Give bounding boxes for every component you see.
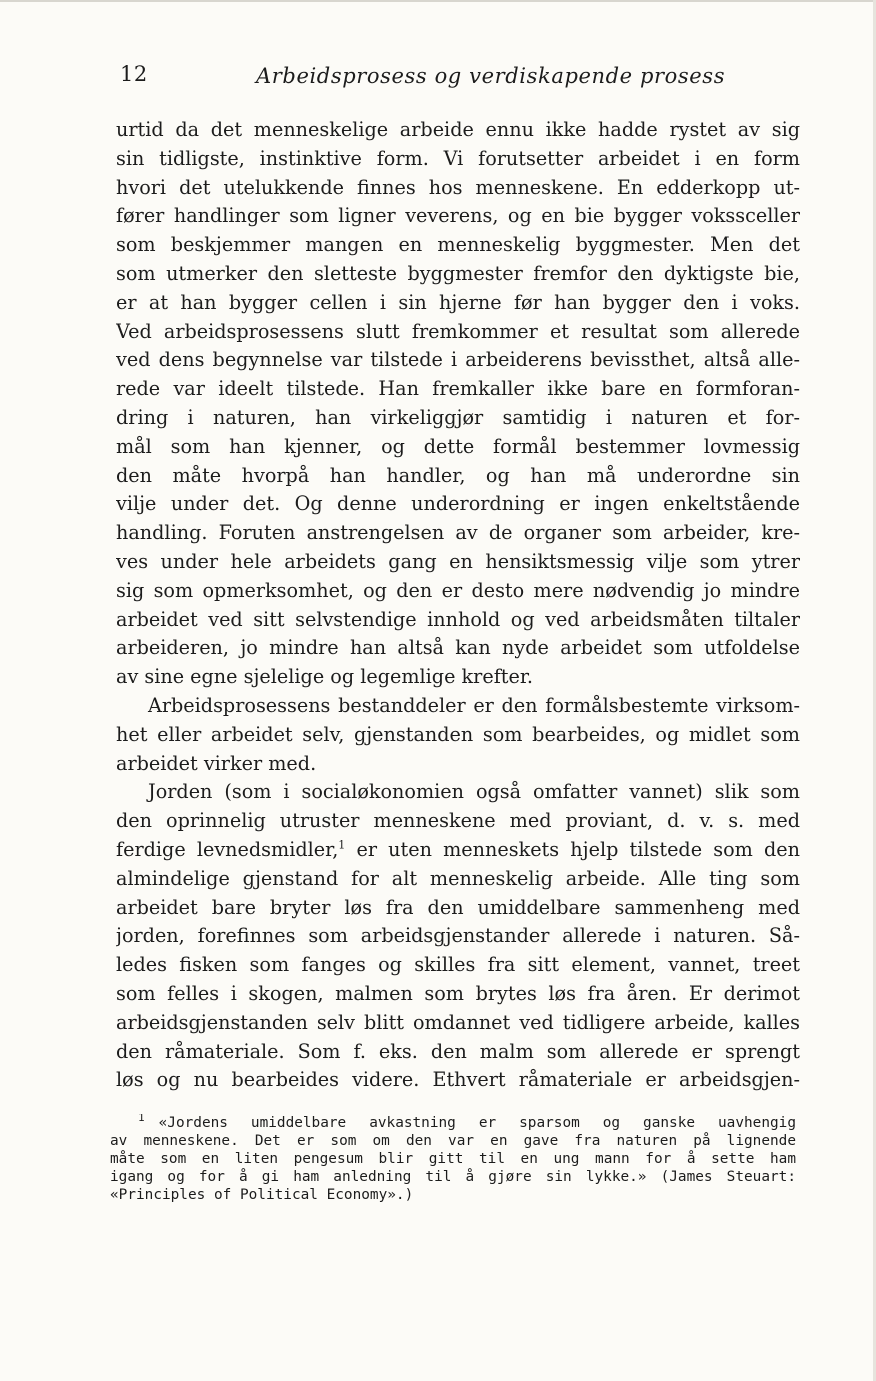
text-line: mål som han kjenner, og dette formål bestemmer lovmessig <box>116 434 800 458</box>
text-line: som felles i skogen, malmen som brytes løs fra åren. Er derimot <box>116 981 800 1005</box>
text-line: ves under hele arbeidets gang en hensiktsmessig vilje som ytrer <box>116 549 800 573</box>
text-line: den råmateriale. Som f. eks. den malm som allerede er sprengt <box>116 1039 800 1063</box>
footnote-line <box>110 1114 796 1132</box>
body-text <box>116 116 800 1095</box>
text-line: arbeideren, jo mindre han altså kan nyde arbeidet som utfoldelse <box>116 636 800 660</box>
text-line: som beskjemmer mangen en menneskelig byggmester. Men det <box>116 233 800 257</box>
text-line: rede var ideelt tilstede. Han fremkaller ikke bare en formforan- <box>116 377 800 401</box>
footnote-line: av menneskene. Det er som om den var en gave fra naturen på lignende <box>110 1133 796 1149</box>
text-line: er at han bygger cellen i sin hjerne før han bygger den i voks. <box>116 290 800 314</box>
text-line: ved dens begynnelse var tilstede i arbeiderens bevissthet, altså alle- <box>116 348 800 372</box>
text-fragment: er uten menneskets hjelp tilstede som den <box>345 837 800 861</box>
text-line: dring i naturen, han virkeliggjør samtidig i naturen et for- <box>116 405 800 429</box>
text-line: ledes fisken som fanges og skilles fra sitt element, vannet, treet <box>116 953 800 977</box>
running-title: Arbeidsprosess og verdiskapende prosess <box>256 64 726 88</box>
text-line: urtid da det menneskelige arbeide ennu ikke hadde rystet av sig <box>116 118 800 141</box>
page-top-edge <box>0 0 876 2</box>
text-line: het eller arbeidet selv, gjenstanden som bearbeides, og midlet som <box>116 722 800 746</box>
footnote-text: «Jordens umiddelbare avkastning er sparsom og ganske uavhengig <box>158 1115 796 1131</box>
text-line: arbeidet virker med. <box>116 751 317 775</box>
text-line: arbeidet ved sitt selvstendige innhold og ved arbeidsmåten tiltaler <box>116 607 800 631</box>
text-line: sig som opmerksomhet, og den er desto mere nødvendig jo mindre <box>116 578 800 602</box>
text-line: som utmerker den sletteste byggmester fremfor den dyktigste bie, <box>116 261 800 285</box>
footnote-reference: 1 <box>338 838 346 852</box>
text-line: den oprinnelig utruster menneskene med proviant, d. v. s. med <box>116 809 800 833</box>
text-line: løs og nu bearbeides videre. Ethvert råmateriale er arbeidsgjen- <box>116 1068 800 1092</box>
text-line: Arbeidsprosessens bestanddeler er den formålsbestemte virksom- <box>148 693 800 717</box>
page-number: 12 <box>120 62 148 86</box>
page-header <box>120 62 800 98</box>
text-line: arbeidet bare bryter løs fra den umiddelbare sammenheng med <box>116 895 800 919</box>
footnotes <box>110 1114 796 1204</box>
text-line: sin tidligste, instinktive form. Vi forutsetter arbeidet i en form <box>116 146 800 170</box>
text-line-with-footnote <box>116 836 800 865</box>
footnote-marker: 1 <box>138 1114 145 1125</box>
text-line: av sine egne sjelelige og legemlige krefter. <box>116 665 534 689</box>
text-line: Jorden (som i socialøkonomien også omfatter vannet) slik som <box>148 780 800 804</box>
text-line: almindelige gjenstand for alt menneskelig arbeide. Alle ting som <box>116 866 800 890</box>
text-line: vilje under det. Og denne underordning er ingen enkeltstående <box>116 492 800 516</box>
text-line: Ved arbeidsprosessens slutt fremkommer et resultat som allerede <box>116 319 800 343</box>
text-line: den måte hvorpå han handler, og han må underordne sin <box>116 463 800 487</box>
text-line: handling. Foruten anstrengelsen av de organer som arbeider, kre- <box>116 521 800 545</box>
text-line: fører handlinger som ligner veverens, og en bie bygger vokssceller <box>116 204 800 228</box>
text-line: hvori det utelukkende finnes hos menneskene. En edderkopp ut- <box>116 175 800 199</box>
text-line: arbeidsgjenstanden selv blitt omdannet ved tidligere arbeide, kalles <box>116 1010 800 1034</box>
text-line: jorden, forefinnes som arbeidsgjenstander allerede i naturen. Så- <box>116 924 800 948</box>
text-fragment: ferdige levnedsmidler, <box>116 837 339 861</box>
footnote-line: «Principles of Political Economy».) <box>110 1187 414 1203</box>
footnote-line: måte som en liten pengesum blir gitt til en ung mann for å sette ham <box>110 1151 796 1167</box>
footnote-line: igang og for å gi ham anledning til å gjøre sin lykke.» (James Steuart: <box>110 1169 796 1185</box>
